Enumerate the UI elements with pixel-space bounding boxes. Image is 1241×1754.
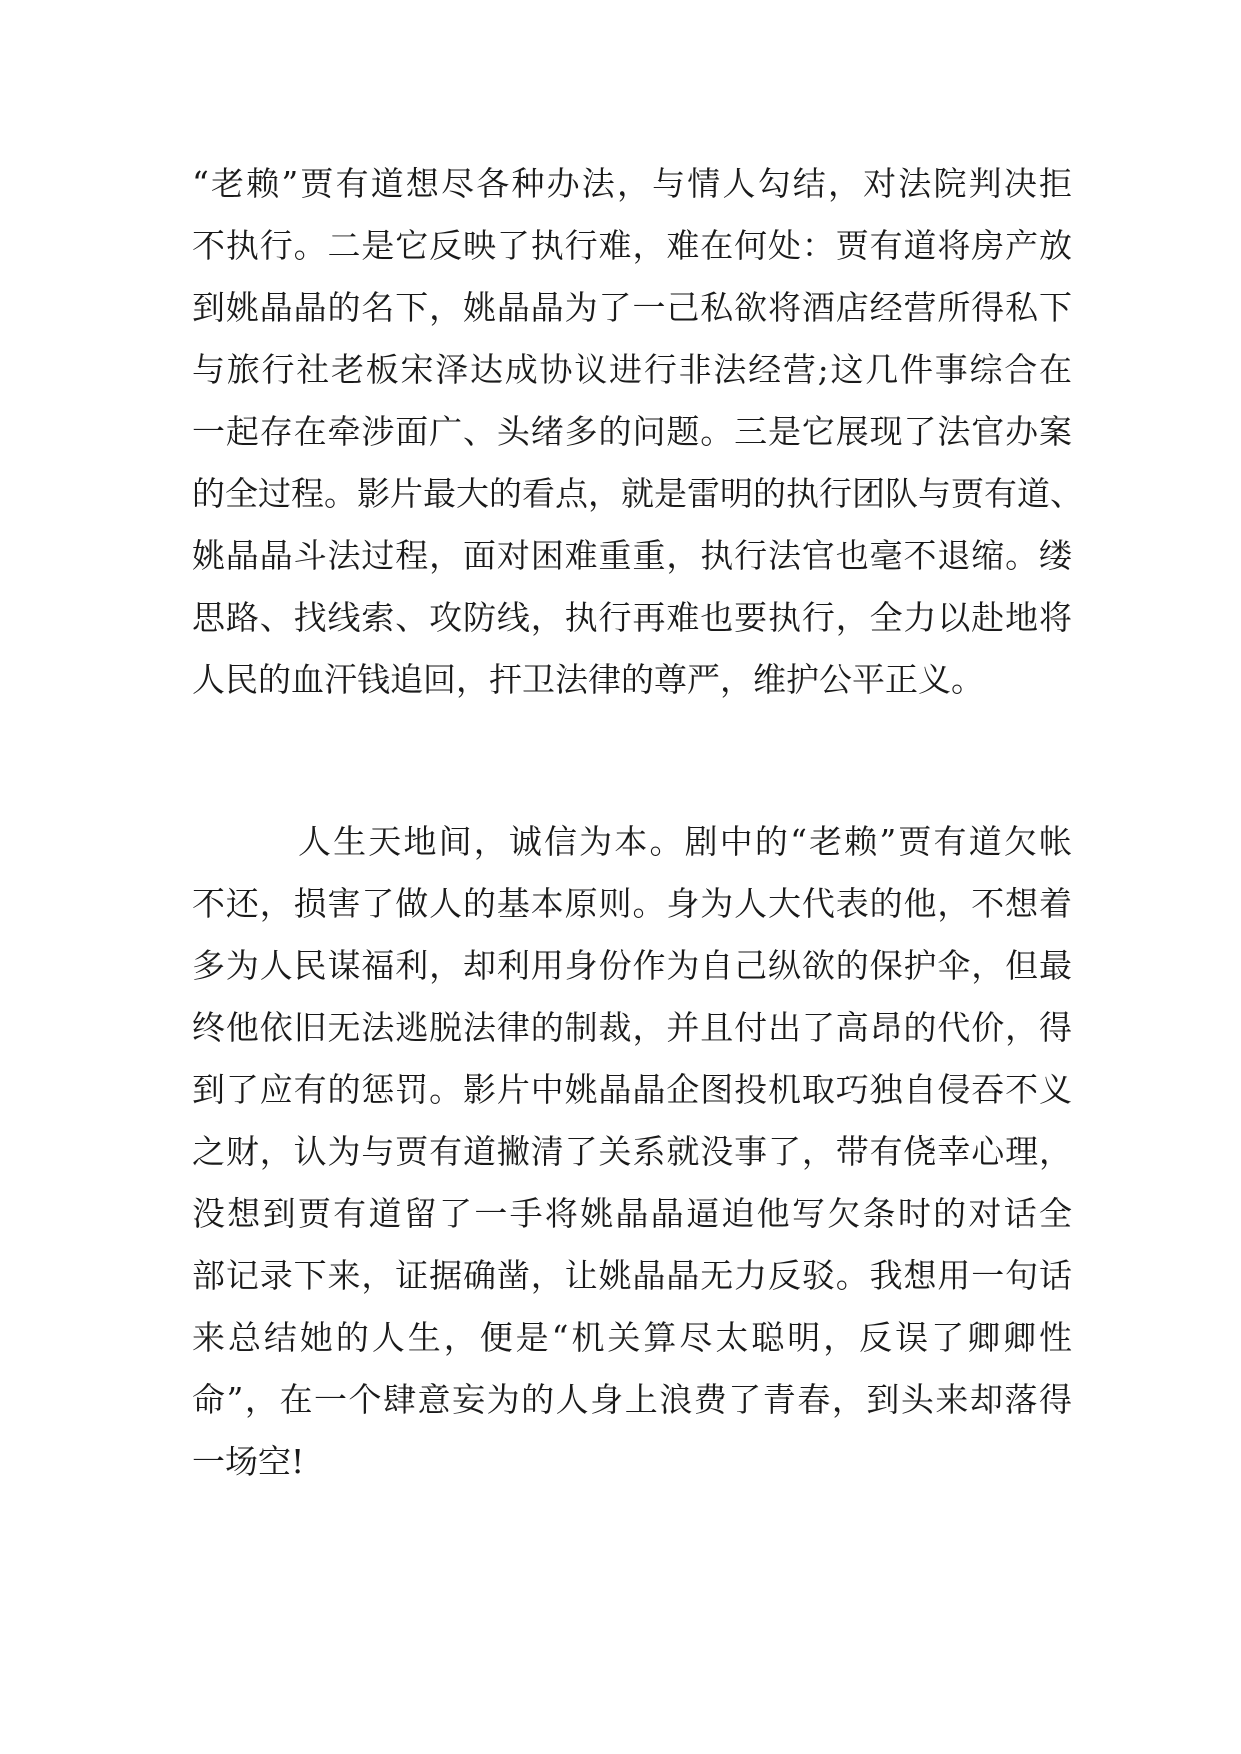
text-line: 一场空!	[192, 1442, 305, 1481]
text-line: 命”，在一个肆意妄为的人身上浪费了青春，到头来却落得	[192, 1380, 1072, 1419]
text-line: 之财，认为与贾有道撇清了关系就没事了，带有侥幸心理，	[192, 1132, 1072, 1171]
text-line: 人民的血汗钱追回，扞卫法律的尊严，维护公平正义。	[192, 660, 984, 699]
text-line: 人生天地间，诚信为本。剧中的“老赖”贾有道欠帐	[298, 822, 1072, 861]
text-line: “老赖”贾有道想尽各种办法，与情人勾结，对法院判决拒	[192, 164, 1072, 203]
text-line: 的全过程。影片最大的看点，就是雷明的执行团队与贾有道、	[192, 474, 1083, 513]
text-line: 来总结她的人生，便是“机关算尽太聪明，反误了卿卿性	[192, 1318, 1072, 1357]
text-line: 没想到贾有道留了一手将姚晶晶逼迫他写欠条时的对话全	[192, 1194, 1072, 1233]
paragraph-2	[192, 811, 1072, 1493]
text-line: 到姚晶晶的名下，姚晶晶为了一己私欲将酒店经营所得私下	[192, 288, 1072, 327]
text-line: 多为人民谋福利，却利用身份作为自己纵欲的保护伞，但最	[192, 946, 1072, 985]
text-line: 思路、找线索、攻防线，执行再难也要执行，全力以赴地将	[192, 598, 1072, 637]
text-line: 不执行。二是它反映了执行难，难在何处：贾有道将房产放	[192, 226, 1072, 265]
text-line: 不还，损害了做人的基本原则。身为人大代表的他，不想着	[192, 884, 1072, 923]
text-line: 姚晶晶斗法过程，面对困难重重，执行法官也毫不退缩。缕	[192, 536, 1072, 575]
text-line: 部记录下来，证据确凿，让姚晶晶无力反驳。我想用一句话	[192, 1256, 1072, 1295]
text-line: 终他依旧无法逃脱法律的制裁，并且付出了高昂的代价，得	[192, 1008, 1072, 1047]
text-line: 与旅行社老板宋泽达成协议进行非法经营;这几件事综合在	[192, 350, 1072, 389]
paragraph-1	[192, 153, 1083, 711]
text-line: 到了应有的惩罚。影片中姚晶晶企图投机取巧独自侵吞不义	[192, 1070, 1072, 1109]
text-line: 一起存在牵涉面广、头绪多的问题。三是它展现了法官办案	[192, 412, 1072, 451]
